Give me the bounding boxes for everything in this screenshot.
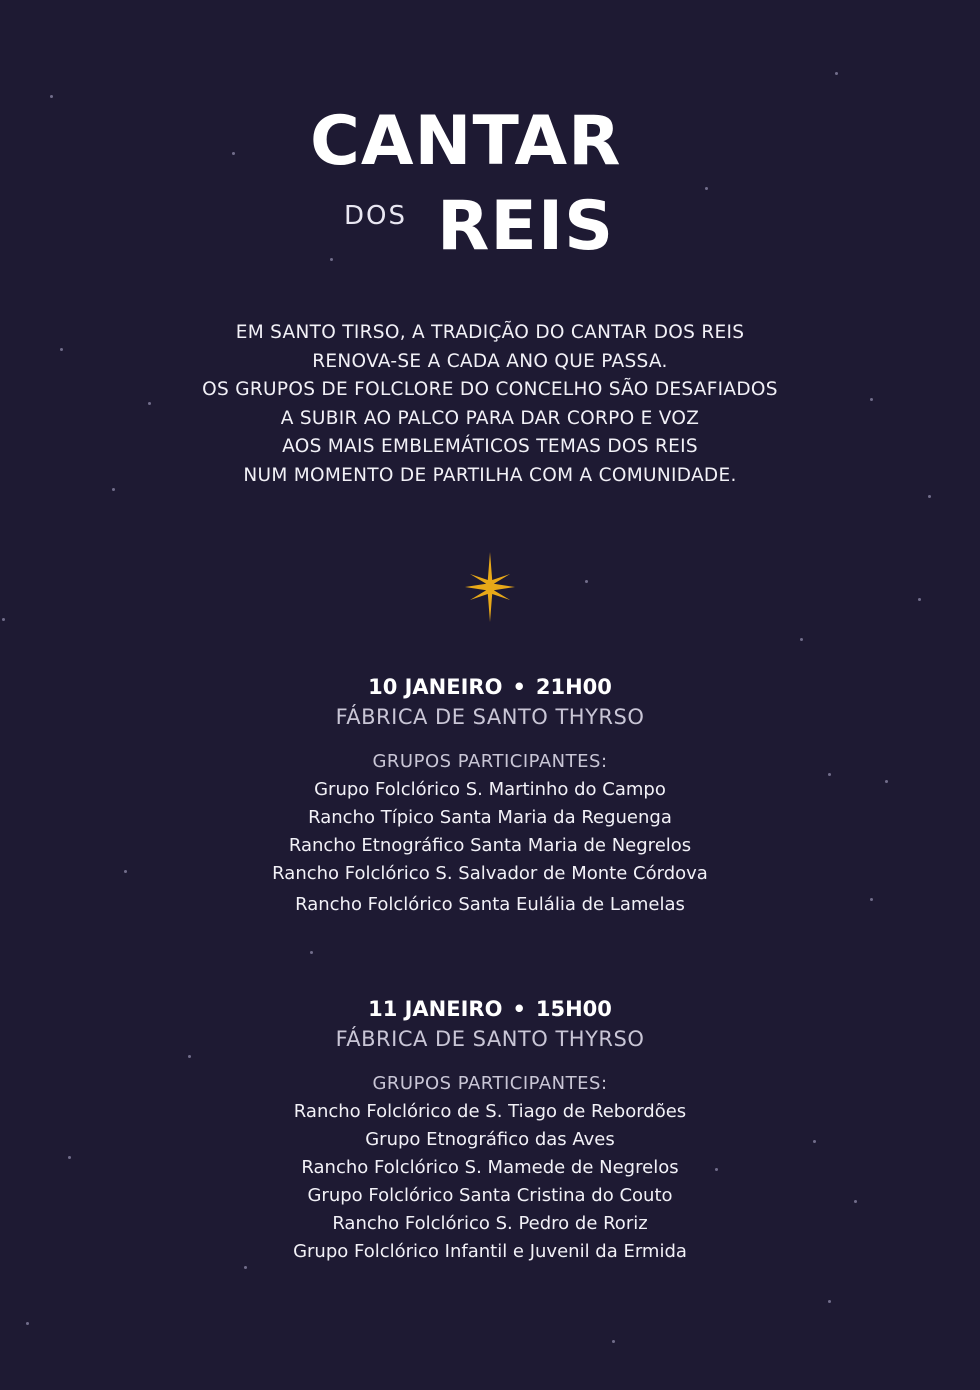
background-star-dot (800, 638, 803, 641)
event-venue: FÁBRICA DE SANTO THYRSO (335, 1027, 645, 1051)
background-star-dot (244, 1266, 247, 1269)
groups-heading: GRUPOS PARTICIPANTES: (372, 1073, 608, 1094)
background-star-dot (232, 152, 235, 155)
background-star-dot (26, 1322, 29, 1325)
group-item: Rancho Folclórico de S. Tiago de Rebordões (293, 1101, 687, 1122)
event-venue: FÁBRICA DE SANTO THYRSO (335, 705, 645, 729)
background-star-dot (928, 495, 931, 498)
title-reis: REIS (437, 187, 615, 266)
group-item: Grupo Folclórico Santa Cristina do Couto (307, 1185, 673, 1206)
event-date: 11 JANEIRO (368, 997, 503, 1021)
eight-point-star-icon (465, 552, 515, 622)
background-star-dot (705, 187, 708, 190)
event-time: 21H00 (535, 675, 612, 699)
intro-line: NUM MOMENTO DE PARTILHA COM A COMUNIDADE. (243, 464, 737, 486)
group-item: Grupo Folclórico S. Martinho do Campo (314, 779, 666, 800)
group-item: Rancho Folclórico S. Pedro de Roriz (332, 1213, 648, 1234)
group-item: Rancho Folclórico S. Salvador de Monte Córdova (272, 863, 708, 884)
event-section-1 (90, 672, 890, 919)
separator-dot: • (512, 675, 526, 699)
separator-dot: • (512, 997, 526, 1021)
background-star-dot (50, 95, 53, 98)
intro-paragraph (90, 319, 890, 490)
groups-heading: GRUPOS PARTICIPANTES: (372, 751, 608, 772)
group-item: Rancho Etnográfico Santa Maria de Negrelos (288, 835, 692, 856)
intro-line: AOS MAIS EMBLEMÁTICOS TEMAS DOS REIS (282, 436, 698, 457)
intro-line: OS GRUPOS DE FOLCLORE DO CONCELHO SÃO DESAFIADOS (202, 379, 778, 400)
intro-line: EM SANTO TIRSO, A TRADIÇÃO DO CANTAR DOS REIS (235, 322, 745, 343)
background-star-dot (585, 580, 588, 583)
background-star-dot (60, 348, 63, 351)
event-date-time (90, 672, 890, 702)
background-star-dot (330, 258, 333, 261)
group-item: Grupo Etnográfico das Aves (365, 1129, 615, 1150)
title-dos: DOS (344, 201, 407, 231)
groups-list (90, 1098, 890, 1266)
background-star-dot (612, 1340, 615, 1343)
title-cantar: CANTAR (310, 102, 622, 181)
intro-line: A SUBIR AO PALCO PARA DAR CORPO E VOZ (280, 407, 700, 429)
background-star-dot (828, 1300, 831, 1303)
background-star-dot (918, 598, 921, 601)
group-item: Rancho Típico Santa Maria da Reguenga (308, 807, 672, 828)
event-date-time (90, 994, 890, 1024)
background-star-dot (68, 1156, 71, 1159)
group-item: Rancho Folclórico S. Mamede de Negrelos (301, 1157, 679, 1178)
event-section-2 (90, 994, 890, 1266)
background-star-dot (310, 951, 313, 954)
intro-line: RENOVA-SE A CADA ANO QUE PASSA. (312, 350, 668, 372)
groups-list (90, 776, 890, 919)
background-star-dot (2, 618, 5, 621)
event-date: 10 JANEIRO (368, 675, 503, 699)
group-item: Rancho Folclórico Santa Eulália de Lamelas (295, 894, 685, 915)
group-item: Grupo Folclórico Infantil e Juvenil da Ermida (293, 1241, 687, 1262)
background-star-dot (835, 72, 838, 75)
event-time: 15H00 (535, 997, 612, 1021)
